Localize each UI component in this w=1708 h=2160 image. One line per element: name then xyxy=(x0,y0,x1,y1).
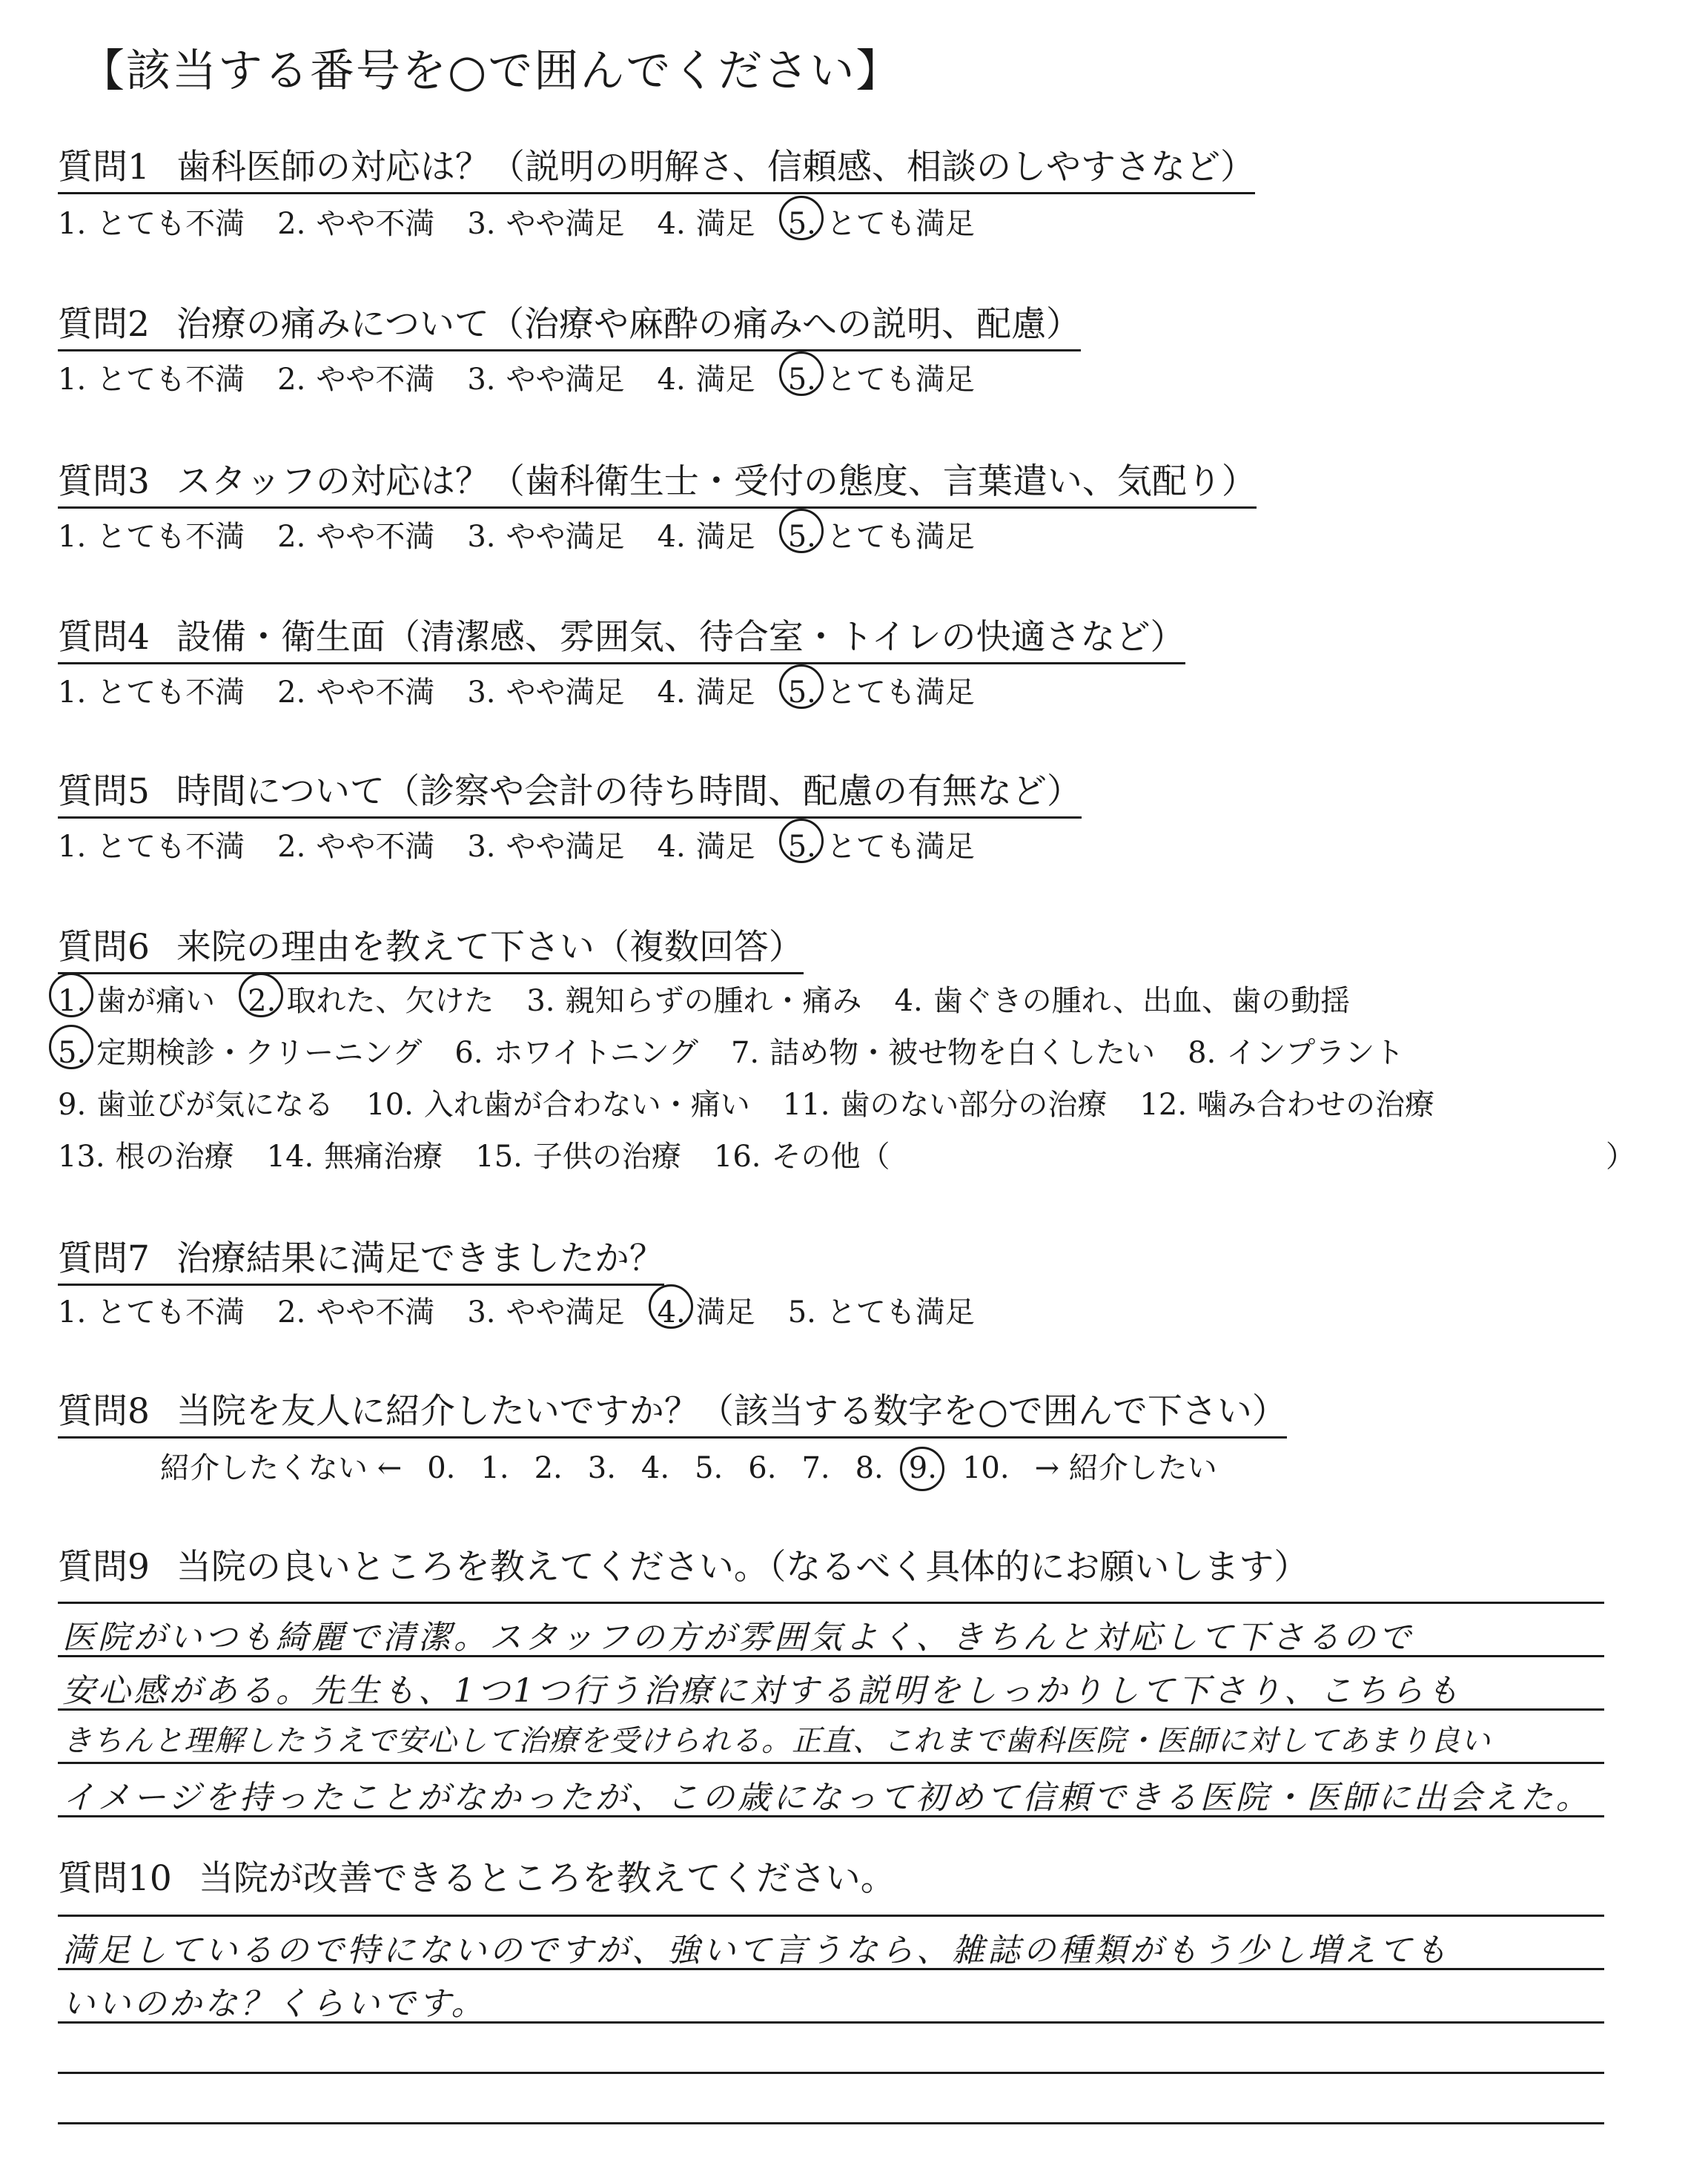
question-9-answer-line-1: 医院がいつも綺麗で清潔。スタッフの方が雰囲気よく、きちんと対応して下さるので xyxy=(62,1619,1414,1657)
other-close-paren: ） xyxy=(1606,1140,1635,1174)
question-4-title xyxy=(58,610,1185,664)
question-10-answer-line-2: いいのかな？くらいです。 xyxy=(62,1985,487,2023)
option-3[interactable]: 3. やや満足 xyxy=(467,676,625,710)
reason-12[interactable]: 12. 噛み合わせの治療 xyxy=(1139,1088,1435,1122)
option-3[interactable]: 3. やや満足 xyxy=(467,363,625,397)
question-8-title xyxy=(58,1384,1287,1439)
page-title: 【該当する番号を○で囲んでください】 xyxy=(80,45,902,97)
reason-16-other[interactable]: 16. その他（ xyxy=(713,1140,890,1174)
question-text: 来院の理由を教えて下さい（複数回答） xyxy=(176,927,804,968)
option-3[interactable]: 3. やや満足 xyxy=(467,520,625,554)
option-2[interactable]: 2. やや不満 xyxy=(277,363,435,397)
question-number: 質問3 xyxy=(58,461,150,502)
option-2[interactable]: 2. やや不満 xyxy=(277,520,435,554)
question-number: 質問2 xyxy=(58,304,150,345)
reason-13[interactable]: 13. 根の治療 xyxy=(58,1140,234,1174)
question-9-title xyxy=(58,1539,1308,1592)
option-1[interactable]: 1. とても不満 xyxy=(58,207,245,241)
question-3-title xyxy=(58,454,1257,509)
question-6-row-3 xyxy=(58,1081,1467,1123)
reason-3[interactable]: 3. 親知らずの腫れ・痛み xyxy=(526,984,862,1018)
scale-1[interactable]: 1. xyxy=(480,1451,509,1485)
scale-7[interactable]: 7. xyxy=(801,1451,830,1485)
scale-9-selected[interactable]: 9. xyxy=(908,1451,937,1485)
answer-line xyxy=(58,1602,1604,1604)
answer-line xyxy=(58,2122,1604,2124)
option-5-selected[interactable]: 5. とても満足 xyxy=(787,830,975,864)
question-text: 当院が改善できるところを教えてください。 xyxy=(198,1858,896,1899)
answer-line xyxy=(58,1655,1604,1657)
answer-line xyxy=(58,2021,1604,2024)
question-7-options xyxy=(58,1289,1007,1331)
question-number: 質問10 xyxy=(58,1858,172,1899)
scale-10[interactable]: 10. xyxy=(961,1451,1010,1485)
question-6-row-4 xyxy=(58,1133,923,1175)
option-1[interactable]: 1. とても不満 xyxy=(58,520,245,554)
question-number: 質問9 xyxy=(58,1547,150,1588)
reason-1-selected[interactable]: 1. 歯が痛い xyxy=(58,984,216,1018)
scale-right-label: → 紹介したい xyxy=(1034,1451,1217,1485)
answer-line xyxy=(58,1708,1604,1711)
option-5-selected[interactable]: 5. とても満足 xyxy=(787,363,975,397)
question-1-title xyxy=(58,139,1255,194)
question-number: 質問7 xyxy=(58,1238,150,1279)
answer-line xyxy=(58,1762,1604,1764)
question-number: 質問5 xyxy=(58,771,150,812)
reason-7[interactable]: 7. 詰め物・被せ物を白くしたい xyxy=(730,1036,1156,1070)
question-5-options xyxy=(58,823,1007,865)
answer-line xyxy=(58,1968,1604,1970)
question-6-row-2 xyxy=(58,1029,1437,1071)
option-4[interactable]: 4. 満足 xyxy=(657,520,755,554)
scale-left-label: 紹介したくない ← xyxy=(160,1451,403,1485)
question-text: 当院の良いところを教えてください。（なるべく具体的にお願いします） xyxy=(176,1547,1309,1588)
reason-11[interactable]: 11. 歯のない部分の治療 xyxy=(782,1088,1108,1122)
question-2-options xyxy=(58,356,1007,398)
option-4[interactable]: 4. 満足 xyxy=(657,830,755,864)
option-4[interactable]: 4. 満足 xyxy=(657,363,755,397)
reason-14[interactable]: 14. 無痛治療 xyxy=(266,1140,443,1174)
option-1[interactable]: 1. とても不満 xyxy=(58,1295,245,1330)
option-2[interactable]: 2. やや不満 xyxy=(277,1295,435,1330)
answer-line xyxy=(58,1815,1604,1817)
question-text: 設備・衛生面（清潔感、雰囲気、待合室・トイレの快適さなど） xyxy=(176,617,1185,658)
question-8-scale xyxy=(160,1444,1242,1487)
option-4[interactable]: 4. 満足 xyxy=(657,676,755,710)
scale-0[interactable]: 0. xyxy=(427,1451,456,1485)
question-text: 治療の痛みについて（治療や麻酔の痛みへの説明、配慮） xyxy=(176,304,1082,345)
question-9-answer-line-4: イメージを持ったことがなかったが、この歳になって初めて信頼できる医院・医師に出会えた。 xyxy=(62,1779,1592,1817)
question-text: 歯科医師の対応は？（説明の明解さ、信頼感、相談のしやすさなど） xyxy=(176,147,1256,188)
question-text: 治療結果に満足できましたか？ xyxy=(176,1238,664,1279)
question-10-title xyxy=(58,1851,896,1903)
reason-15[interactable]: 15. 子供の治療 xyxy=(475,1140,681,1174)
answer-line xyxy=(58,2072,1604,2074)
question-9-answer-line-3: きちんと理解したうえで安心して治療を受けられる。正直、これまで歯科医院・医師に対してあまり良い xyxy=(62,1724,1491,1758)
reason-9[interactable]: 9. 歯並びが気になる xyxy=(58,1088,334,1122)
question-number: 質問1 xyxy=(58,147,150,188)
reason-5-selected[interactable]: 5. 定期検診・クリーニング xyxy=(58,1036,423,1070)
option-2[interactable]: 2. やや不満 xyxy=(277,676,435,710)
question-number: 質問8 xyxy=(58,1391,150,1432)
option-4[interactable]: 4. 満足 xyxy=(657,207,755,241)
question-number: 質問6 xyxy=(58,927,150,968)
option-5[interactable]: 5. とても満足 xyxy=(787,1295,975,1330)
question-6-title xyxy=(58,919,804,974)
question-10-answer-line-1: 満足しているので特にないのですが、強いて言うなら、雑誌の種類がもう少し増えても xyxy=(62,1932,1450,1969)
question-5-title xyxy=(58,764,1082,819)
option-3[interactable]: 3. やや満足 xyxy=(467,830,625,864)
scale-8[interactable]: 8. xyxy=(855,1451,884,1485)
option-1[interactable]: 1. とても不満 xyxy=(58,363,245,397)
reason-10[interactable]: 10. 入れ歯が合わない・痛い xyxy=(366,1088,750,1122)
question-9-answer-line-2: 安心感がある。先生も、1つ1つ行う治療に対する説明をしっかりして下さり、こちらも xyxy=(62,1672,1462,1710)
question-number: 質問4 xyxy=(58,617,150,658)
reason-4[interactable]: 4. 歯ぐきの腫れ、出血、歯の動揺 xyxy=(894,984,1351,1018)
question-7-title xyxy=(58,1231,664,1286)
option-5-selected[interactable]: 5. とても満足 xyxy=(787,676,975,710)
question-2-title xyxy=(58,297,1081,351)
scale-4[interactable]: 4. xyxy=(640,1451,670,1485)
question-1-options xyxy=(58,200,1007,242)
option-3[interactable]: 3. やや満足 xyxy=(467,207,625,241)
scale-2[interactable]: 2. xyxy=(534,1451,563,1485)
reason-6[interactable]: 6. ホワイトニング xyxy=(454,1036,698,1070)
option-2[interactable]: 2. やや不満 xyxy=(277,207,435,241)
question-4-options xyxy=(58,669,1007,711)
scale-6[interactable]: 6. xyxy=(748,1451,777,1485)
scale-5[interactable]: 5. xyxy=(695,1451,724,1485)
reason-2-selected[interactable]: 2. 取れた、欠けた xyxy=(248,984,494,1018)
option-3[interactable]: 3. やや満足 xyxy=(467,1295,625,1330)
question-text: スタッフの対応は？（歯科衛生士・受付の態度、言葉遣い、気配り） xyxy=(176,461,1257,502)
question-text: 当院を友人に紹介したいですか？（該当する数字を○で囲んで下さい） xyxy=(176,1391,1287,1432)
question-text: 時間について（診察や会計の待ち時間、配慮の有無など） xyxy=(176,771,1082,812)
option-5-selected[interactable]: 5. とても満足 xyxy=(787,520,975,554)
option-1[interactable]: 1. とても不満 xyxy=(58,830,245,864)
option-2[interactable]: 2. やや不満 xyxy=(277,830,435,864)
question-6-row-1 xyxy=(58,977,1383,1020)
scale-3[interactable]: 3. xyxy=(587,1451,616,1485)
option-5-selected[interactable]: 5. とても満足 xyxy=(787,207,975,241)
reason-8[interactable]: 8. インプラント xyxy=(1188,1036,1405,1070)
option-4-selected[interactable]: 4. 満足 xyxy=(657,1295,755,1330)
answer-line xyxy=(58,1915,1604,1917)
option-1[interactable]: 1. とても不満 xyxy=(58,676,245,710)
question-3-options xyxy=(58,513,1007,555)
